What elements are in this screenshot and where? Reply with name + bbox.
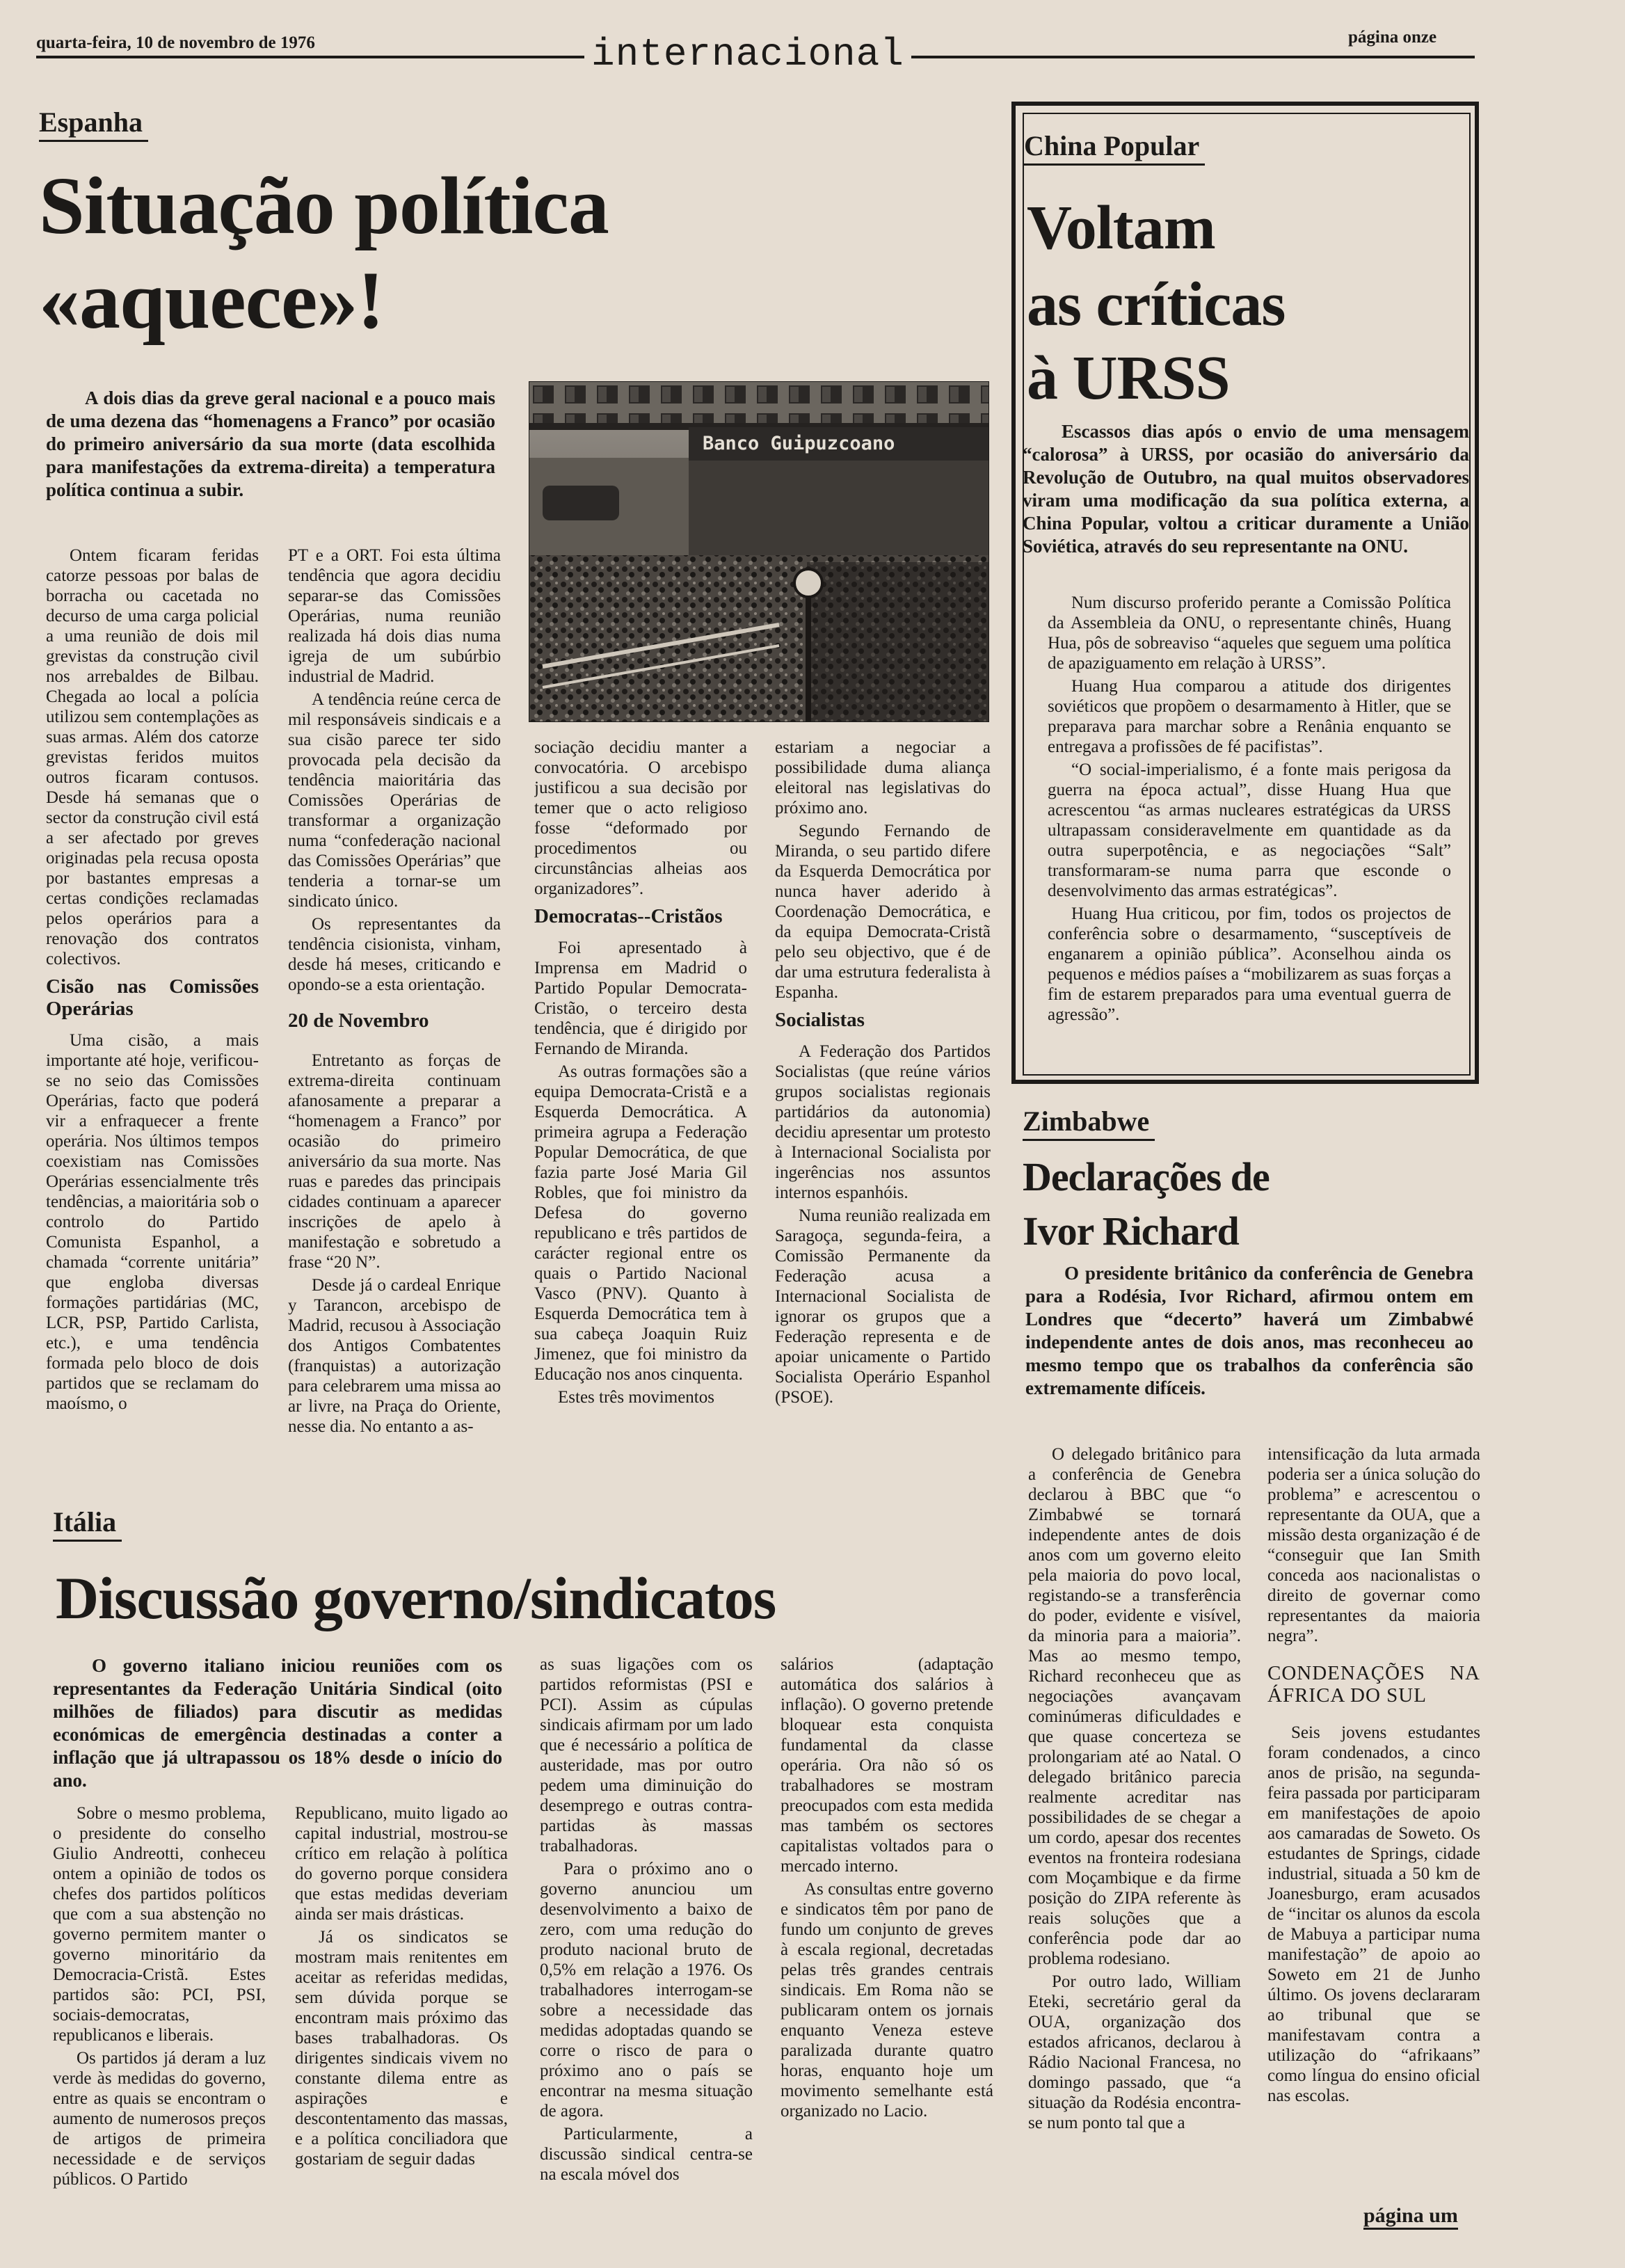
section-title: internacional (584, 32, 911, 77)
italy-col3-paragraph: as suas ligações com os partidos reformistas (PSI e PCI). Assim as cúpulas sindicais afirmam por um lado que é necessário a política de austeridade, mas por outro pedem uma diminuição do desemprego e outras contra-partidas às massas trabalhadoras. (540, 1655, 753, 1855)
italy-col4-paragraph: salários (adaptação automática dos salários à inflação). O governo pretende bloquear esta conquista fundamental da classe operária. Ora não só os trabalhadores se mostram preocupados com esta medida mas também os sectores capitalistas voltados para o mercado interno. (781, 1655, 993, 1876)
spain-col4-paragraph: Segundo Fernando de Miranda, o seu partido difere da Esquerda Democrática por nunca haver aderido à Coordenação Democrática, e da equipa Democrata-Cristã pelo seu objectivo, que é de dar uma estrutura federalista à Espanha. (775, 822, 991, 1002)
lead-italy: O governo italiano iniciou reuniões com os representantes da Federação Unitária Sindical (oito milhões de filiados) para discutir as medidas económicas de emergência destinadas a conter a inflação que já ultrapassou os 18% desde o início do ano. (53, 1655, 502, 1791)
page-number: página onze (1348, 28, 1437, 47)
spain-col4-paragraph: estariam a negociar a possibilidade duma aliança eleitoral nas legislativas do próximo ano. (775, 738, 991, 817)
headline-italy: Discussão governo/sindicatos (56, 1565, 776, 1631)
spain-col4-paragraph: A Federação dos Partidos Socialistas (que reúne vários grupos socialistas regionais partidários da autonomia) decidiu apresentar um protesto à Internacional Socialista por ingerências nos assuntos internos espanhóis. (775, 1041, 991, 1202)
italy-col1-paragraph: Os partidos já deram a luz verde às medidas do governo, entre as quais se encontram o aumento de numerosos preços de artigos de primeira necessidade e de serviços públicos. O Partido (53, 2049, 266, 2189)
spain-column-3 (534, 737, 747, 1486)
china-paragraph: Huang Hua comparou a atitude dos dirigentes soviéticos que propõem o desarmamento à Hitler, que se preparava para marchar sobre a Renânia enquanto se entregava a profissões de fé pacifistas”. (1048, 677, 1451, 756)
headline-spain-2: «aquece»! (39, 255, 384, 346)
lead-spain: A dois dias da greve geral nacional e a pouco mais de uma dezena das “homenagens a Franco” por ocasião do primeiro aniversário da sua morte (data escolhida para manifestações da extrema-direita) a temperatura política continua a subir. (46, 388, 495, 500)
italy-col3-paragraph: Particularmente, a discussão sindical centra-se na escala móvel dos (540, 2125, 753, 2184)
lead-china: Escassos dias após o envio de uma mensagem “calorosa” à URSS, por ocasião do aniversário da Revolução de Outubro, na qual muitos observadores viram uma modificação da sua política externa, a China Popular, voltou a criticar duramente a União Soviética, através do seu representante na ONU. (1023, 421, 1469, 557)
italy-column-4 (781, 1654, 993, 2221)
spain-column-2 (288, 545, 501, 1486)
kicker-italy: Itália (53, 1506, 122, 1542)
italy-col4-paragraph: As consultas entre governo e sindicatos têm por pano de fundo um conjunto de greves à escala regional, decretadas pelas três grandes centrais sindicais. Em Roma não se publicaram ontem os jornais enquanto Veneza esteve paralizada durante quatro horas, enquanto hoje um movimento semelhante está organizado no Lacio. (781, 1880, 993, 2121)
italy-col2-paragraph: Já os sindicatos se mostram mais renitentes em aceitar as referidas medidas, sem dúvida porque se encontram mais próximo das bases trabalhadoras. Os dirigentes sindicais vivem no constante dilema entre as aspirações e descontentamento das massas, e a política conciliadora que gostariam de seguir dadas (295, 1928, 508, 2169)
spain-col3-paragraph: sociação decidiu manter a convocatória. O arcebispo justificou a sua decisão por temer que o acto religioso fosse “deformado por procedimentos ou circunstâncias alheias aos organizadores”. (534, 738, 747, 898)
spain-col2-paragraph: Entretanto as forças de extrema-direita continuam afanosamente a preparar a “homenagem a Franco” por ocasião do primeiro aniversário da sua morte. Nas ruas e paredes das principais cidades continuam a aparecer inscrições de apelo à manifestação e sobretudo a frase “20 N”. (288, 1051, 501, 1272)
kicker-spain: Espanha (39, 106, 148, 142)
italy-column-3 (540, 1654, 753, 2221)
spain-col2-paragraph: A tendência reúne cerca de mil responsáveis sindicais e a sua cisão parece ter sido provocada pela decisão da tendência maioritária das Comissões Operárias de transformar a organização numa “confederação nacional das Comissões Operárias” que tenderia a tornar-se um sindicato único. (288, 690, 501, 911)
footer-page-link[interactable]: página um (1363, 2204, 1458, 2230)
spain-col1-paragraph: Ontem ficaram feridas catorze pessoas por balas de borracha ou cacetada no decurso de uma carga policial a uma reunião de dois mil grevistas da construção civil nos arrebaldes de Bilbau. Chegada ao local a polícia utilizou sem contemplações as suas armas. Além dos catorze grevistas feridos muitos outros ficaram contusos. Desde há semanas que o sector da construção civil está a ser afectado por greves originadas pela recusa oposta por bastantes empresas a certas condições reclamadas pelos operários para a renovação dos contratos colectivos. (46, 546, 259, 968)
spain-col3-paragraph: Foi apresentado à Imprensa em Madrid o Partido Popular Democrata-Cristão, o terceiro desta tendência, que é dirigido por Fernando de Miranda. (534, 938, 747, 1058)
spain-col2-paragraph: Os representantes da tendência cisionista, vinham, desde há meses, criticando e opondo-se a esta orientação. (288, 915, 501, 994)
photo-bank-sign: Banco Guipuzcoano (703, 433, 895, 454)
spain-col3-subhead: Democratas--Cristãos (534, 905, 723, 927)
china-body (1048, 593, 1451, 1066)
headline-spain-1: Situação política (39, 160, 609, 251)
spain-col4-subhead: Socialistas (775, 1009, 865, 1031)
spain-col2-subhead: 20 de Novembro (288, 1009, 429, 1032)
italy-column-2 (295, 1803, 508, 2221)
lead-zimbabwe: O presidente britânico da conferência de Genebra para a Rodésia, Ivor Richard, afirmou ontem em Londres que “decerto” haverá um Zimbabwé independente antes de dois anos, mas reconheceu ao mesmo tempo que os trabalhos da conferência são extremamente difíceis. (1025, 1263, 1473, 1398)
zimbabwe-col2-paragraph: Seis jovens estudantes foram condenados, a cinco anos de prisão, na segunda-feira passada por participaram em manifestações de apoio aos camaradas de Soweto. Os estudantes de Springs, cidade industrial, situada a 50 km de Joanesburgo, eram acusados de “incitar os alunos da escola de Mabuya a participar numa manifestação” de apoio ao Soweto em 21 de Junho último. Os jovens declararam ao tribunal que se manifestavam contra a utilização do “afrikaans” como língua do ensino oficial nas escolas. (1267, 1723, 1480, 2105)
zimbabwe-col1-paragraph: Por outro lado, William Eteki, secretário geral da OUA, organização dos estados africanos, declarou à Rádio Nacional Francesa, no domingo passado, que “a situação da Rodésia encontra-se num ponto tal que a (1028, 1972, 1241, 2132)
spain-col4-paragraph: Numa reunião realizada em Saragoça, segunda-feira, a Comissão Permanente da Federação acusa a Internacional Socialista de ignorar os grupos que a Federação representa e de apoiar unicamente o Partido Socialista Operário Espanhol (PSOE). (775, 1206, 991, 1407)
kicker-china: China Popular (1024, 129, 1205, 166)
spain-column-1 (46, 545, 259, 1486)
spain-col1-subhead: Cisão nas Comissões Operárias (46, 975, 259, 1020)
headline-china-2: as críticas (1027, 270, 1286, 339)
italy-col1-paragraph: Sobre o mesmo problema, o presidente do conselho Giulio Andreotti, conheceu ontem a opinião de todos os chefes dos partidos políticos que com a sua abstenção no governo permitem manter o governo minoritário da Democracia-Cristã. Estes partidos são: PCI, PSI, sociais-democratas, republicanos e liberais. (53, 1804, 266, 2045)
photo-bilbao-strike (529, 381, 989, 722)
spain-col1-paragraph: Uma cisão, a mais importante até hoje, verificou-se no seio das Comissões Operárias, facto que poderá vir a enfraquecer a frente operária. Nos últimos tempos coexistiam nas Comissões Operárias essencialmente três tendências, a maioritária sob o controlo do Partido Comunista Espanhol, a chamada “corrente unitária” que engloba diversas formações partidárias (MC, LCR, PSP, Partido Carlista, etc.), e uma tendência formada pelo bloco de dois partidos que se reclamam do maoísmo, o (46, 1030, 259, 1413)
spain-col2-paragraph: Desde já o cardeal Enrique y Tarancon, arcebispo de Madrid, recusou à Associação dos Antigos Combatentes (franquistas) a autorização para celebrarem uma missa ao ar livre, na Praça do Oriente, nesse dia. No entanto a as- (288, 1275, 501, 1436)
italy-col2-paragraph: Republicano, muito ligado ao capital industrial, mostrou-se crítico em relação à política do governo porque considera que estas medidas deveriam ainda ser mais drásticas. (295, 1804, 508, 1924)
zimbabwe-column-1 (1028, 1444, 1241, 2196)
headline-zimbabwe-1: Declarações de (1023, 1154, 1270, 1199)
headline-china-3: à URSS (1027, 344, 1230, 413)
zimbabwe-col2-subhead: CONDENAÇÕES NA ÁFRICA DO SUL (1267, 1662, 1480, 1707)
zimbabwe-col1-paragraph: O delegado britânico para a conferência de Genebra declarou à BBC que “o Zimbabwé se tornará independente antes de dois anos com um governo eleito pela maioria do povo local, registando-se a transferência do poder, evidente e visível, da minoria para a maioria”. Mas ao mesmo tempo, Richard reconheceu que as negociações avançavam cominúmeras dificuldades e que quase concerteza se prolongariam até ao Natal. O delegado britânico parecia realmente acreditar nas possibilidades de se chegar a um cordo, apesar dos recentes eventos na fronteira rodesiana com Moçambique e da firme posição do ZIPA referente às reais soluções que a conferência pode dar ao problema rodesiano. (1028, 1445, 1241, 1968)
china-paragraph: Num discurso proferido perante a Comissão Política da Assembleia da ONU, o representante chinês, Huang Hua, pôs de sobreaviso “aqueles que seguem uma política de apaziguamento em relação à URSS”. (1048, 593, 1451, 673)
spain-col3-paragraph: As outras formações são a equipa Democrata-Cristã e a Esquerda Democrática. A primeira agrupa a Federação Popular Democrática, de que fazia parte José Maria Gil Robles, que foi ministro da Defesa do governo republicano e três partidos de carácter regional entre os quais o Partido Nacional Vasco (PNV). Quanto à Esquerda Democrática tem à sua cabeça Joaquin Ruiz Jimenez, que foi ministro da Educação nos anos cinquenta. (534, 1062, 747, 1384)
kicker-zimbabwe: Zimbabwe (1023, 1105, 1155, 1141)
issue-date: quarta-feira, 10 de novembro de 1976 (36, 33, 315, 52)
spain-column-4 (775, 737, 991, 1486)
headline-china-1: Voltam (1027, 193, 1215, 262)
spain-col3-paragraph: Estes três movimentos (558, 1387, 714, 1407)
spain-col2-paragraph: PT e a ORT. Foi esta última tendência que agora decidiu separar-se das Comissões Operárias, numa reunião realizada há dois dias numa igreja de um subúrbio industrial de Madrid. (288, 546, 501, 686)
italy-col3-paragraph: Para o próximo ano o governo anunciou um desenvolvimento a baixo de zero, com uma redução do produto nacional bruto de 0,5% em relação a 1976. Os trabalhadores interrogam-se sobre a necessidade das medidas adoptadas quando se corre o risco de para o próximo ano o país se encontrar na mesma situação de agora. (540, 1860, 753, 2121)
zimbabwe-column-2 (1267, 1444, 1480, 2196)
headline-zimbabwe-2: Ivor Richard (1023, 1208, 1239, 1254)
italy-column-1 (53, 1803, 266, 2221)
china-paragraph: “O social-imperialismo, é a fonte mais perigosa da guerra na época actual”, disse Huang Hua que acrescentou “as armas nucleares estratégicas da URSS ultrapassam consideravelmente em quantidade as da outra superpotência, e as negociações “Salt” transformaram-se numa parra que esconde o desenvolvimento das armas estratégicas”. (1048, 760, 1451, 900)
zimbabwe-col2-paragraph: intensificação da luta armada poderia ser a única solução do problema” e acrescentou o representante da OUA, que a missão desta organização é de “conseguir que Ian Smith conceda aos nacionalistas o direito de governar como representantes da maioria negra”. (1267, 1445, 1480, 1645)
china-paragraph: Huang Hua criticou, por fim, todos os projectos de conferência sobre o desarmamento, “susceptíveis de enganarem a opinião pública”. Aconselhou ainda os pequenos e médios países a “mobilizarem as suas forças a fim de estarem preparados para uma eventual guerra de agressão”. (1048, 904, 1451, 1024)
photo-image (529, 381, 989, 722)
